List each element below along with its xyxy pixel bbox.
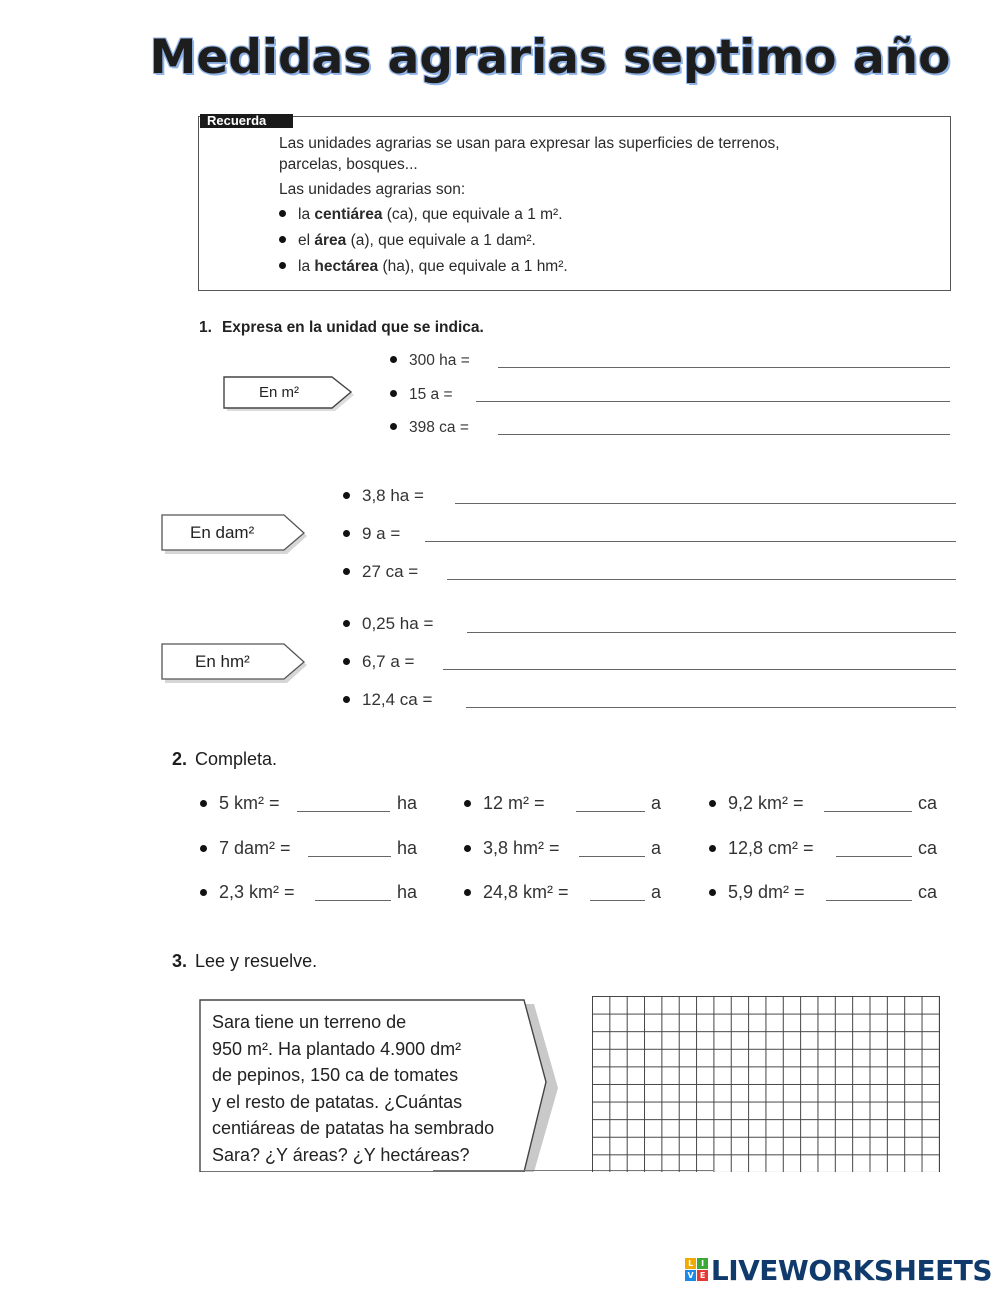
answer-line[interactable]: [425, 541, 956, 542]
bullet-icon: [390, 390, 397, 397]
q2-unit: ca: [918, 882, 938, 902]
q2-unit: ha: [397, 793, 418, 813]
bullet-icon: [279, 262, 286, 269]
bullet-icon: [343, 568, 350, 575]
tag-label: En dam²: [190, 523, 255, 542]
q2-item: [200, 838, 291, 859]
answer-line[interactable]: [466, 707, 956, 708]
q2-item: [200, 882, 295, 903]
bullet-icon: [390, 423, 397, 430]
answer-line[interactable]: [455, 503, 956, 504]
recuerda-intro-line1: Las unidades agrarias se usan para expresar las superficies de terrenos,: [279, 135, 780, 152]
answer-line[interactable]: [590, 900, 645, 901]
recuerda-intro-line2: parcelas, bosques...: [279, 156, 418, 173]
recuerda-item-post: (ca), que equivale a 1 m².: [382, 206, 563, 223]
q2-item: [464, 793, 545, 814]
answer-line[interactable]: [498, 434, 950, 435]
answer-line[interactable]: [297, 811, 390, 812]
q2-heading: [172, 749, 277, 770]
answer-line[interactable]: [824, 811, 912, 812]
answer-line[interactable]: [498, 367, 950, 368]
q3-number: 3.: [172, 951, 188, 971]
q2-unit: a: [651, 793, 662, 813]
q2-unit: ha: [397, 838, 418, 858]
q1-item: [343, 524, 400, 544]
q1-item-label: 6,7 a =: [362, 652, 415, 671]
bullet-icon: [464, 800, 471, 807]
answer-line[interactable]: [579, 856, 645, 857]
q2-expr: 12,8 cm² =: [728, 838, 814, 858]
problem-line: centiáreas de patatas ha sembrado: [212, 1118, 495, 1138]
page-title: Medidas agrarias septimo año: [149, 30, 951, 85]
q1-item: [343, 614, 433, 634]
q3-heading: [172, 951, 317, 972]
q1-number: 1.: [199, 319, 212, 336]
q2-expr: 9,2 km² =: [728, 793, 804, 813]
bullet-icon: [709, 889, 716, 896]
q1-item: [390, 352, 470, 370]
recuerda-list-intro: Las unidades agrarias son:: [279, 181, 466, 198]
recuerda-item-post: (a), que equivale a 1 dam².: [346, 232, 536, 249]
q2-item: [464, 838, 560, 859]
bullet-icon: [390, 356, 397, 363]
recuerda-item-pre: el: [298, 232, 315, 249]
q2-unit: a: [651, 838, 662, 858]
recuerda-item-pre: la: [298, 258, 315, 275]
answer-line[interactable]: [836, 856, 912, 857]
answer-line[interactable]: [315, 900, 391, 901]
recuerda-item-term: área: [314, 232, 347, 249]
liveworksheets-logo-icon: [685, 1258, 708, 1281]
q2-expr: 12 m² =: [483, 793, 545, 813]
bullet-icon: [279, 236, 286, 243]
tag-en-hm2: [161, 643, 311, 685]
q2-heading-text: Completa.: [195, 749, 278, 769]
q2-expr: 5,9 dm² =: [728, 882, 805, 902]
q3-heading-text: Lee y resuelve.: [195, 951, 318, 971]
q2-expr: 2,3 km² =: [219, 882, 295, 902]
q2-expr: 7 dam² =: [219, 838, 291, 858]
recuerda-item-centiarea: [279, 206, 563, 224]
q1-item: [390, 419, 469, 437]
recuerda-item-term: centiárea: [314, 206, 383, 223]
logo-text: LIVEWORKSHEETS: [710, 1254, 992, 1287]
recuerda-item-term: hectárea: [314, 258, 379, 275]
logo-tile: E: [697, 1270, 708, 1281]
bullet-icon: [343, 620, 350, 627]
bullet-icon: [200, 800, 207, 807]
bullet-icon: [200, 845, 207, 852]
bullet-icon: [709, 845, 716, 852]
q1-item: [343, 562, 418, 582]
answer-line[interactable]: [476, 401, 950, 402]
q2-unit: a: [651, 882, 662, 902]
q1-item-label: 12,4 ca =: [362, 690, 433, 709]
bullet-icon: [279, 210, 286, 217]
working-grid[interactable]: [592, 996, 940, 1172]
bullet-icon: [200, 889, 207, 896]
q1-item-label: 27 ca =: [362, 562, 419, 581]
problem-line: Sara? ¿Y áreas? ¿Y hectáreas?: [212, 1144, 470, 1165]
answer-line[interactable]: [443, 669, 956, 670]
bullet-icon: [709, 800, 716, 807]
q2-expr: 3,8 hm² =: [483, 838, 560, 858]
q1-item: [343, 486, 424, 506]
q1-item-label: 15 a =: [409, 386, 453, 403]
bullet-icon: [343, 658, 350, 665]
q1-item-label: 3,8 ha =: [362, 486, 424, 505]
problem-text: [212, 1009, 494, 1168]
q2-item: [709, 882, 805, 903]
q1-item-label: 9 a =: [362, 524, 401, 543]
q2-number: 2.: [172, 749, 188, 769]
q2-item: [200, 793, 280, 814]
recuerda-item-pre: la: [298, 206, 315, 223]
tag-en-dam2: [161, 514, 311, 556]
tag-en-m2: [223, 376, 358, 414]
q1-heading: [199, 319, 484, 337]
q1-heading-text: Expresa en la unidad que se indica.: [221, 319, 484, 336]
logo-tile: I: [697, 1258, 708, 1269]
q2-unit: ha: [397, 882, 418, 902]
answer-line[interactable]: [467, 632, 956, 633]
q2-unit: ca: [918, 793, 938, 813]
recuerda-item-hectarea: [279, 258, 568, 276]
recuerda-item-post: (ha), que equivale a 1 hm².: [378, 258, 568, 275]
q1-item-label: 0,25 ha =: [362, 614, 434, 633]
problem-line: de pepinos, 150 ca de tomates: [212, 1065, 459, 1085]
liveworksheets-logo[interactable]: [685, 1254, 992, 1287]
q1-item-label: 300 ha =: [409, 352, 470, 369]
recuerda-tag: Recuerda: [200, 114, 293, 128]
problem-line: 950 m². Ha plantado 4.900 dm²: [212, 1038, 462, 1059]
answer-line[interactable]: [826, 900, 912, 901]
tag-label: En hm²: [195, 652, 250, 671]
q2-item: [464, 882, 569, 903]
answer-line[interactable]: [308, 856, 391, 857]
q1-item-label: 398 ca =: [409, 419, 469, 436]
problem-line: Sara tiene un terreno de: [212, 1012, 407, 1032]
q2-item: [709, 793, 804, 814]
tag-label: En m²: [259, 384, 300, 401]
bullet-icon: [343, 492, 350, 499]
q2-expr: 5 km² =: [219, 793, 280, 813]
recuerda-item-area: [279, 232, 536, 250]
q1-item: [343, 690, 432, 710]
bullet-icon: [343, 530, 350, 537]
answer-line[interactable]: [447, 579, 956, 580]
q2-unit: ca: [918, 838, 938, 858]
q2-expr: 24,8 km² =: [483, 882, 569, 902]
bullet-icon: [343, 696, 350, 703]
logo-tile: L: [685, 1258, 696, 1269]
q1-item: [390, 386, 453, 404]
q2-item: [709, 838, 814, 859]
bullet-icon: [464, 845, 471, 852]
q1-item: [343, 652, 414, 672]
problem-line: y el resto de patatas. ¿Cuántas: [212, 1091, 463, 1112]
logo-tile: V: [685, 1270, 696, 1281]
answer-line[interactable]: [576, 811, 645, 812]
bullet-icon: [464, 889, 471, 896]
